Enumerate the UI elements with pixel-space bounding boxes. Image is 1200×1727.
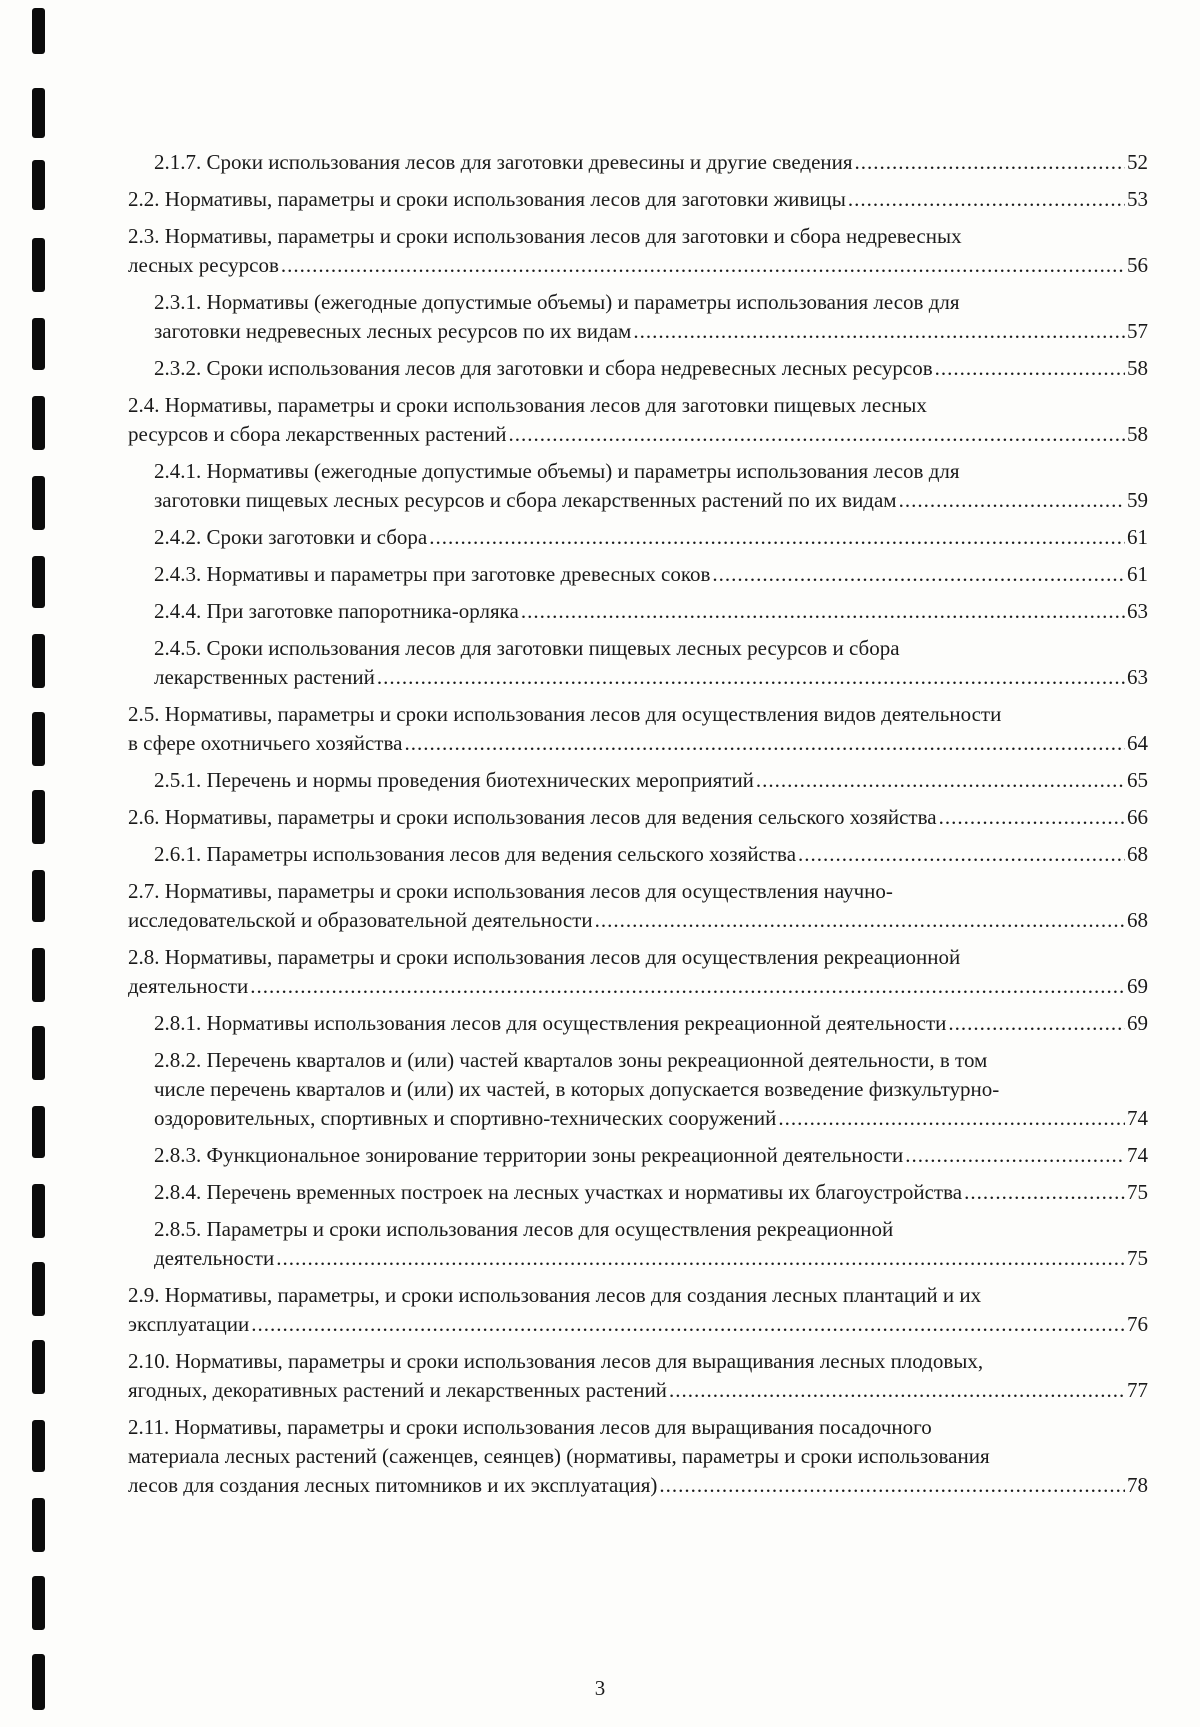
binding-hole: [32, 1184, 45, 1238]
dot-leader: [756, 766, 1125, 795]
toc-entry[interactable]: [128, 222, 1148, 280]
toc-page-number: 63: [1127, 599, 1148, 623]
toc-entry-title: 2.8.3. Функциональное зонирование территории зоны рекреационной деятельности: [154, 1143, 904, 1167]
dot-leader: [712, 560, 1125, 589]
dot-leader: [778, 1104, 1125, 1133]
dot-leader: [281, 251, 1125, 280]
toc-page-number: 77: [1127, 1378, 1148, 1402]
toc-page-number: 74: [1127, 1143, 1148, 1167]
toc-entry-last-line: [128, 906, 1148, 935]
toc-entry-last-line: [154, 486, 1148, 515]
toc-entry-title: ягодных, декоративных растений и лекарственных растений: [128, 1378, 667, 1402]
toc-entry-title: деятельности: [154, 1246, 275, 1270]
toc-page-number: 57: [1127, 319, 1148, 343]
toc-entry-last-line: [154, 1244, 1148, 1273]
toc-entry-line: материала лесных растений (саженцев, сеянцев) (нормативы, параметры и сроки использования: [128, 1444, 990, 1468]
toc-entry-last-line: [128, 729, 1148, 758]
toc-entry[interactable]: [128, 943, 1148, 1001]
toc-page-number: 59: [1127, 488, 1148, 512]
toc-page-number: 75: [1127, 1246, 1148, 1270]
toc-page-number: 68: [1127, 908, 1148, 932]
dot-leader: [899, 486, 1125, 515]
toc-entry[interactable]: [128, 185, 1148, 214]
dot-leader: [798, 840, 1125, 869]
toc-entry[interactable]: [128, 597, 1148, 626]
toc-entry-last-line: [154, 523, 1148, 552]
toc-entry-line: 2.3.1. Нормативы (ежегодные допустимые объемы) и параметры использования лесов для: [154, 290, 960, 314]
toc-entry-line: 2.5. Нормативы, параметры и сроки использования лесов для осуществления видов деятельности: [128, 702, 1002, 726]
dot-leader: [848, 185, 1125, 214]
toc-entry-last-line: [154, 560, 1148, 589]
binding-hole: [32, 1420, 45, 1472]
dot-leader: [377, 663, 1125, 692]
toc-page-number: 61: [1127, 525, 1148, 549]
binding-hole: [32, 88, 45, 138]
toc-entry-last-line: [154, 663, 1148, 692]
binding-hole: [32, 556, 45, 608]
toc-entry-last-line: [154, 148, 1148, 177]
toc-entry[interactable]: [128, 803, 1148, 832]
binding-hole: [32, 8, 45, 54]
toc-page-number: 61: [1127, 562, 1148, 586]
toc-entry-title: лесных ресурсов: [128, 253, 279, 277]
toc-page-number: 69: [1127, 1011, 1148, 1035]
toc-entry[interactable]: [128, 523, 1148, 552]
toc-entry[interactable]: [128, 288, 1148, 346]
toc-entry[interactable]: [128, 1413, 1148, 1500]
toc-page-number: 58: [1127, 422, 1148, 446]
table-of-contents: [128, 148, 1148, 1508]
binding-hole: [32, 160, 45, 210]
toc-page-number: 69: [1127, 974, 1148, 998]
toc-entry-title: 2.3.2. Сроки использования лесов для заготовки и сбора недревесных лесных ресурсов: [154, 356, 933, 380]
dot-leader: [855, 148, 1125, 177]
toc-entry-title: заготовки недревесных лесных ресурсов по их видам: [154, 319, 632, 343]
toc-entry-title: исследовательской и образовательной деятельности: [128, 908, 593, 932]
binding-hole: [32, 318, 45, 370]
toc-entry-line: 2.4. Нормативы, параметры и сроки использования лесов для заготовки пищевых лесных: [128, 393, 927, 417]
toc-page-number: 76: [1127, 1312, 1148, 1336]
toc-entry-last-line: [128, 1471, 1148, 1500]
toc-page-number: 58: [1127, 356, 1148, 380]
dot-leader: [595, 906, 1125, 935]
toc-entry-title: ресурсов и сбора лекарственных растений: [128, 422, 507, 446]
toc-page-number: 74: [1127, 1106, 1148, 1130]
dot-leader: [429, 523, 1125, 552]
toc-entry[interactable]: [128, 634, 1148, 692]
toc-entry[interactable]: [128, 457, 1148, 515]
toc-entry[interactable]: [128, 1281, 1148, 1339]
toc-entry-title: лекарственных растений: [154, 665, 375, 689]
toc-entry-last-line: [128, 420, 1148, 449]
toc-entry-title: 2.4.2. Сроки заготовки и сбора: [154, 525, 428, 549]
toc-entry-last-line: [154, 317, 1148, 346]
toc-entry-title: 2.8.4. Перечень временных построек на лесных участках и нормативы их благоустройства: [154, 1180, 963, 1204]
toc-entry-last-line: [154, 1009, 1148, 1038]
binding-hole: [32, 1026, 45, 1080]
dot-leader: [250, 972, 1125, 1001]
toc-entry[interactable]: [128, 1141, 1148, 1170]
toc-entry-title: 2.8.1. Нормативы использования лесов для осуществления рекреационной деятельности: [154, 1011, 947, 1035]
binding-hole: [32, 1498, 45, 1552]
toc-entry-title: 2.5.1. Перечень и нормы проведения биотехнических мероприятий: [154, 768, 754, 792]
toc-entry-last-line: [128, 1310, 1148, 1339]
toc-entry-title: оздоровительных, спортивных и спортивно-технических сооружений: [154, 1106, 777, 1130]
toc-entry-title: эксплуатации: [128, 1312, 250, 1336]
toc-entry-last-line: [128, 1376, 1148, 1405]
toc-entry-line: 2.8.2. Перечень кварталов и (или) частей кварталов зоны рекреационной деятельности, в том: [154, 1048, 988, 1072]
dot-leader: [905, 1141, 1125, 1170]
toc-page-number: 65: [1127, 768, 1148, 792]
toc-entry[interactable]: [128, 877, 1148, 935]
toc-entry-line: 2.8.5. Параметры и сроки использования лесов для осуществления рекреационной: [154, 1217, 894, 1241]
toc-entry-title: 2.1.7. Сроки использования лесов для заготовки древесины и другие сведения: [154, 150, 853, 174]
toc-entry[interactable]: [128, 560, 1148, 589]
toc-entry-line: 2.4.5. Сроки использования лесов для заготовки пищевых лесных ресурсов и сбора: [154, 636, 900, 660]
dot-leader: [633, 317, 1125, 346]
toc-entry-line: 2.3. Нормативы, параметры и сроки использования лесов для заготовки и сбора недревесных: [128, 224, 962, 248]
toc-entry[interactable]: [128, 1347, 1148, 1405]
toc-entry-last-line: [154, 597, 1148, 626]
binding-hole: [32, 1340, 45, 1394]
dot-leader: [276, 1244, 1125, 1273]
toc-entry-line: 2.10. Нормативы, параметры и сроки использования лесов для выращивания лесных плодовых,: [128, 1349, 984, 1373]
dot-leader: [939, 803, 1125, 832]
binding-hole: [32, 1262, 45, 1316]
dot-leader: [948, 1009, 1125, 1038]
binding-hole: [32, 476, 45, 530]
dot-leader: [669, 1376, 1125, 1405]
toc-entry-last-line: [128, 803, 1148, 832]
toc-page-number: 53: [1127, 187, 1148, 211]
binding-hole: [32, 790, 45, 844]
page-number: 3: [594, 1676, 606, 1700]
toc-entry[interactable]: [128, 1215, 1148, 1273]
dot-leader: [935, 354, 1125, 383]
toc-page-number: 75: [1127, 1180, 1148, 1204]
toc-entry-last-line: [154, 840, 1148, 869]
toc-entry-last-line: [128, 972, 1148, 1001]
toc-page-number: 56: [1127, 253, 1148, 277]
toc-entry-line: 2.11. Нормативы, параметры и сроки использования лесов для выращивания посадочного: [128, 1415, 932, 1439]
binding-hole: [32, 1106, 45, 1158]
toc-page-number: 52: [1127, 150, 1148, 174]
toc-entry-title: 2.4.3. Нормативы и параметры при заготовке древесных соков: [154, 562, 711, 586]
toc-entry-line: 2.7. Нормативы, параметры и сроки использования лесов для осуществления научно-: [128, 879, 893, 903]
toc-entry[interactable]: [128, 148, 1148, 177]
toc-entry[interactable]: [128, 700, 1148, 758]
toc-page-number: 78: [1127, 1473, 1148, 1497]
dot-leader: [659, 1471, 1125, 1500]
toc-entry[interactable]: [128, 354, 1148, 383]
binding-holes: [22, 0, 52, 1727]
toc-entry-title: в сфере охотничьего хозяйства: [128, 731, 403, 755]
toc-entry[interactable]: [128, 1009, 1148, 1038]
toc-entry-last-line: [128, 251, 1148, 280]
toc-page-number: 66: [1127, 805, 1148, 829]
toc-entry-title: 2.6. Нормативы, параметры и сроки использования лесов для ведения сельского хозяйства: [128, 805, 937, 829]
toc-entry-last-line: [154, 766, 1148, 795]
toc-page-number: 68: [1127, 842, 1148, 866]
toc-entry-title: деятельности: [128, 974, 249, 998]
binding-hole: [32, 238, 45, 292]
toc-entry-last-line: [154, 354, 1148, 383]
toc-entry-last-line: [128, 185, 1148, 214]
toc-entry-title: заготовки пищевых лесных ресурсов и сбора лекарственных растений по их видам: [154, 488, 897, 512]
binding-hole: [32, 870, 45, 922]
binding-hole: [32, 634, 45, 688]
toc-entry-line: 2.8. Нормативы, параметры и сроки использования лесов для осуществления рекреационной: [128, 945, 961, 969]
toc-entry-last-line: [154, 1141, 1148, 1170]
toc-page-number: 64: [1127, 731, 1148, 755]
binding-hole: [32, 396, 45, 450]
toc-entry-line: 2.4.1. Нормативы (ежегодные допустимые объемы) и параметры использования лесов для: [154, 459, 960, 483]
binding-hole: [32, 1576, 45, 1630]
dot-leader: [521, 597, 1125, 626]
binding-hole: [32, 712, 45, 766]
dot-leader: [404, 729, 1125, 758]
toc-entry-line: числе перечень кварталов и (или) их частей, в которых допускается возведение физкультурно-: [154, 1077, 1000, 1101]
toc-page-number: 63: [1127, 665, 1148, 689]
dot-leader: [964, 1178, 1125, 1207]
toc-entry[interactable]: [128, 1046, 1148, 1133]
toc-entry[interactable]: [128, 840, 1148, 869]
binding-hole: [32, 948, 45, 1002]
toc-entry-title: 2.6.1. Параметры использования лесов для ведения сельского хозяйства: [154, 842, 797, 866]
toc-entry-title: 2.4.4. При заготовке папоротника-орляка: [154, 599, 519, 623]
toc-entry-line: 2.9. Нормативы, параметры, и сроки использования лесов для создания лесных плантаций и их: [128, 1283, 982, 1307]
toc-entry[interactable]: [128, 1178, 1148, 1207]
toc-entry[interactable]: [128, 391, 1148, 449]
toc-entry[interactable]: [128, 766, 1148, 795]
toc-entry-last-line: [154, 1178, 1148, 1207]
dot-leader: [251, 1310, 1125, 1339]
toc-entry-last-line: [154, 1104, 1148, 1133]
dot-leader: [509, 420, 1125, 449]
toc-entry-title: 2.2. Нормативы, параметры и сроки использования лесов для заготовки живицы: [128, 187, 846, 211]
toc-entry-title: лесов для создания лесных питомников и их эксплуатация): [128, 1473, 658, 1497]
